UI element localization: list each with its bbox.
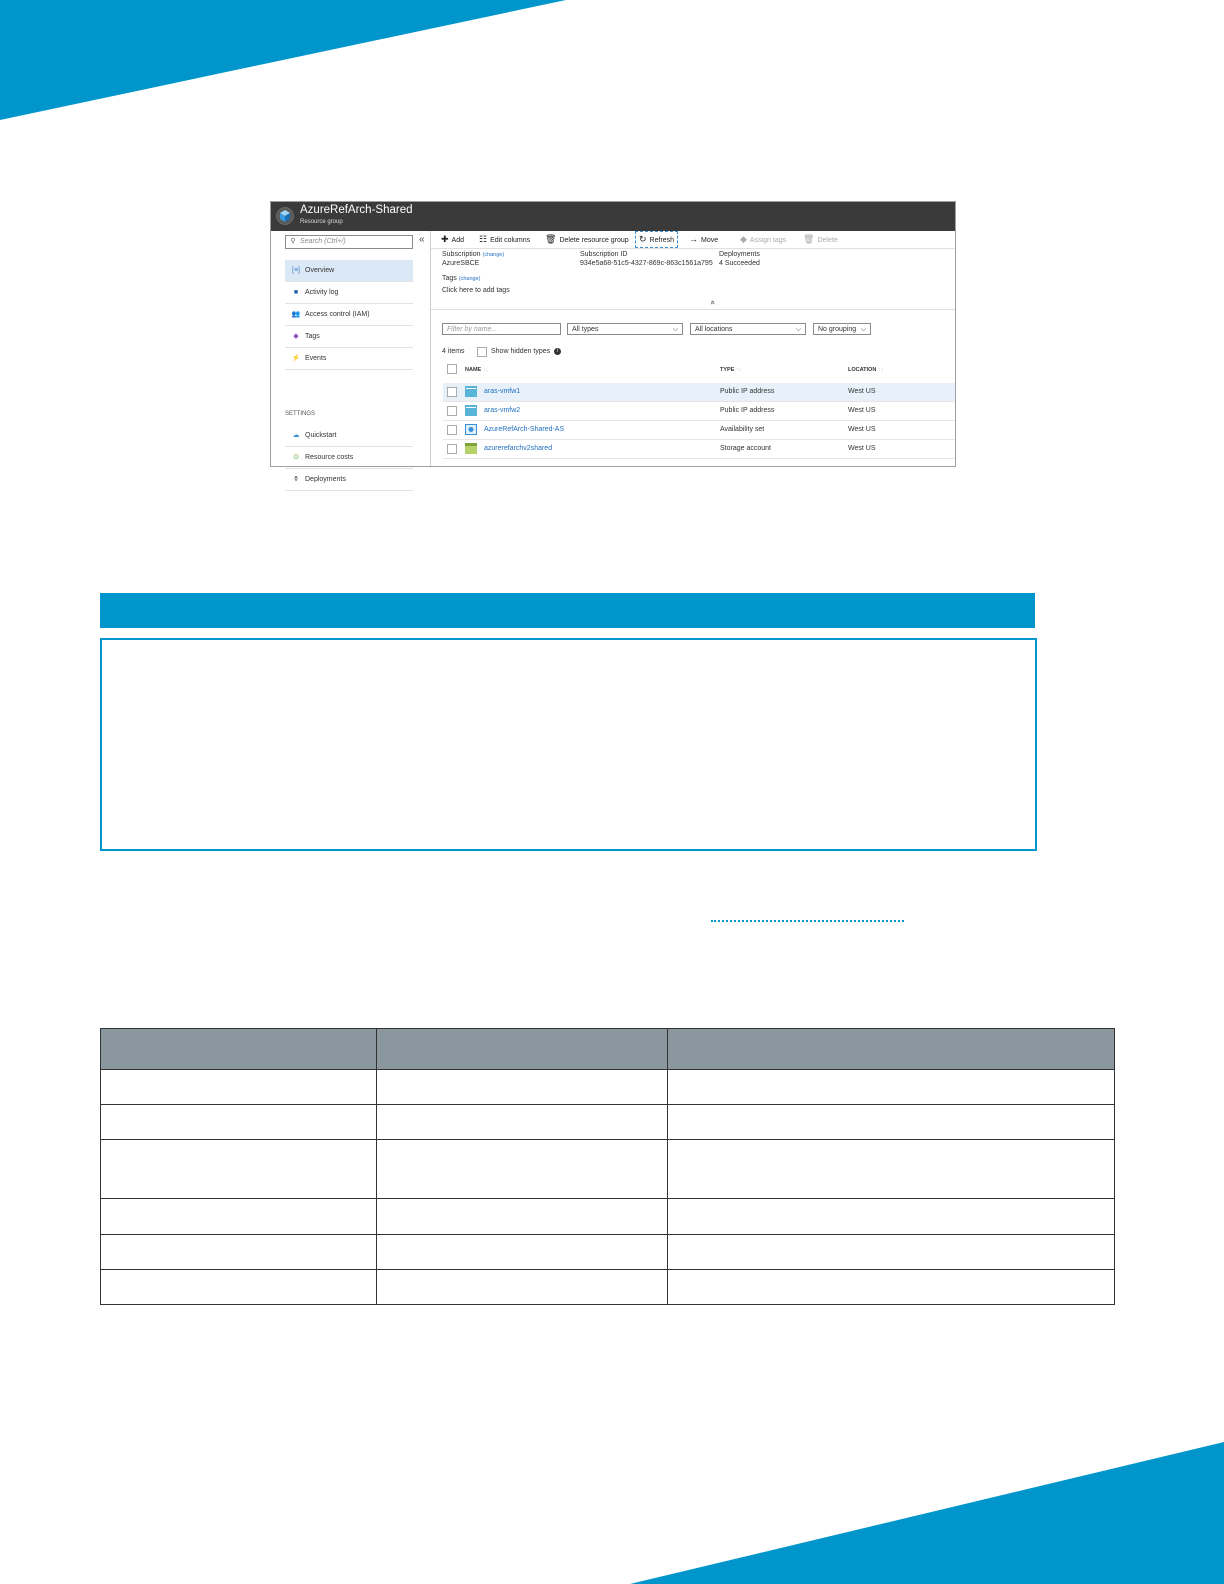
subscription-label (442, 251, 504, 258)
nav-item-deployments[interactable] (285, 469, 413, 491)
plus-icon: ✚ (441, 234, 449, 244)
resource-row[interactable] (443, 402, 955, 421)
types-dropdown-value: All types (572, 326, 599, 333)
nav-item-events[interactable] (285, 348, 413, 370)
column-header-location-text: LOCATION (848, 367, 877, 373)
add-tags-link[interactable]: Click here to add tags (442, 287, 510, 294)
tag-icon: ◆ (740, 234, 747, 244)
iam-icon: 👥 (291, 311, 301, 318)
subscription-value[interactable]: AzureSBCE (442, 260, 480, 267)
add-label: Add (451, 237, 465, 244)
table-row (101, 1105, 1115, 1140)
delete-label: Delete (817, 237, 838, 244)
columns-icon: ☷ (479, 234, 488, 244)
locations-dropdown[interactable] (690, 323, 806, 335)
search-icon: ⚲ (290, 238, 296, 245)
show-hidden-types-label: Show hidden types (491, 348, 551, 355)
table-cell (101, 1235, 377, 1270)
table-cell (377, 1140, 668, 1199)
tags-label-text: Tags (442, 275, 457, 282)
refresh-button[interactable] (635, 231, 678, 248)
resource-group-title-bar (271, 202, 955, 231)
edit-columns-label: Edit columns (490, 237, 531, 244)
nav-item-label: Access control (IAM) (305, 311, 370, 318)
resource-row[interactable] (443, 421, 955, 440)
table-header-cell (668, 1029, 1115, 1070)
resource-row[interactable] (443, 383, 955, 402)
tags-label (442, 275, 480, 282)
table-header-cell (101, 1029, 377, 1070)
refresh-icon: ↻ (639, 234, 647, 244)
move-button[interactable] (689, 231, 718, 248)
grouping-dropdown-value: No grouping (818, 326, 857, 333)
availability-set-icon (465, 424, 477, 435)
table-cell (377, 1070, 668, 1105)
nav-item-tags[interactable] (285, 326, 413, 348)
table-header-cell (377, 1029, 668, 1070)
column-header-name-text: NAME (465, 367, 482, 373)
nav-item-label: Overview (305, 267, 335, 274)
resource-menu (271, 231, 431, 483)
refresh-label: Refresh (649, 237, 675, 244)
table-row (101, 1235, 1115, 1270)
nav-item-activity-log[interactable] (285, 282, 413, 304)
table-cell (668, 1199, 1115, 1235)
nav-item-label: Tags (305, 333, 320, 340)
azure-resource-group-screenshot (270, 201, 956, 483)
resource-location: West US (848, 407, 876, 414)
delete-resource-group-button[interactable] (545, 231, 629, 248)
table-cell (668, 1140, 1115, 1199)
change-tags-link[interactable]: (change) (458, 276, 481, 282)
sort-icon: ↑↓ (482, 367, 489, 373)
table-row (101, 1270, 1115, 1305)
locations-dropdown-value: All locations (695, 326, 733, 333)
trash-icon: 🗑 (803, 234, 815, 244)
column-header-location (848, 367, 883, 373)
arrow-right-icon: → (689, 234, 698, 244)
table-header-row (101, 1029, 1115, 1070)
resource-location: West US (848, 388, 876, 395)
table-cell (101, 1140, 377, 1199)
essentials-divider (431, 309, 955, 310)
table-cell (668, 1105, 1115, 1140)
grouping-dropdown[interactable] (813, 323, 871, 335)
subscription-label-text: Subscription (442, 251, 481, 258)
resource-group-subtitle: Resource group (300, 219, 343, 225)
chevron-down-icon: ⌵ (672, 326, 678, 333)
activity-log-icon: ■ (293, 289, 299, 296)
assign-tags-button[interactable] (740, 231, 786, 248)
resource-name-link[interactable]: aras-vmfw1 (484, 388, 521, 395)
types-dropdown[interactable] (567, 323, 683, 335)
collapse-essentials-icon[interactable]: « (708, 300, 718, 305)
table-row (101, 1140, 1115, 1199)
row-checkbox[interactable] (447, 387, 457, 397)
tag-icon: ◆ (293, 333, 299, 340)
table-cell (668, 1235, 1115, 1270)
table-row (101, 1199, 1115, 1235)
table-cell (668, 1070, 1115, 1105)
resource-group-cube-icon (276, 207, 294, 225)
nav-item-access-control[interactable] (285, 304, 413, 326)
nav-item-label: Deployments (305, 476, 346, 483)
item-count: 4 items (442, 348, 465, 355)
table-cell (101, 1070, 377, 1105)
resource-type: Storage account (720, 445, 771, 452)
edit-columns-button[interactable] (479, 231, 530, 248)
resource-type: Public IP address (720, 388, 775, 395)
deployments-icon: ⚱ (293, 476, 299, 483)
resource-row[interactable] (443, 440, 955, 459)
table-cell (101, 1270, 377, 1305)
resource-group-title: AzureRefArch-Shared (300, 204, 413, 216)
chevron-down-icon: ⌵ (860, 326, 866, 333)
table-cell (101, 1199, 377, 1235)
settings-section-heading: SETTINGS (285, 411, 316, 417)
overview-icon: [≡] (292, 267, 300, 274)
menu-search-input[interactable] (285, 235, 413, 249)
storage-account-icon (465, 443, 477, 454)
resource-name-link[interactable]: AzureRefArch-Shared-AS (484, 426, 565, 433)
resource-location: West US (848, 426, 876, 433)
sort-icon: ↑↓ (735, 367, 742, 373)
dotted-link-underline[interactable] (711, 920, 904, 922)
resource-location: West US (848, 445, 876, 452)
table-cell (377, 1199, 668, 1235)
table-cell (377, 1235, 668, 1270)
table-row (101, 1070, 1115, 1105)
info-icon[interactable]: i (554, 348, 561, 355)
resource-name-link[interactable]: azurerefarchv2shared (484, 445, 553, 452)
nav-item-label: Quickstart (305, 432, 337, 439)
collapse-menu-button[interactable]: « (419, 234, 425, 245)
deployments-label: Deployments (719, 251, 760, 258)
chevron-down-icon: ⌵ (795, 326, 801, 333)
table-cell (668, 1270, 1115, 1305)
move-label: Move (701, 237, 719, 244)
table-cell (377, 1105, 668, 1140)
nav-item-label: Resource costs (305, 454, 354, 461)
filter-by-name-input[interactable]: Filter by name... (442, 323, 561, 335)
resource-type: Availability set (720, 426, 765, 433)
sort-icon: ↑↓ (877, 367, 884, 373)
search-placeholder: Search (Ctrl+/) (300, 238, 346, 245)
nav-item-resource-costs[interactable] (285, 447, 413, 469)
nav-item-overview[interactable] (285, 260, 413, 282)
deployments-value[interactable]: 4 Succeeded (719, 260, 760, 267)
resource-name-link[interactable]: aras-vmfw2 (484, 407, 521, 414)
row-checkbox[interactable] (447, 406, 457, 416)
table-cell (377, 1270, 668, 1305)
nav-item-quickstart[interactable] (285, 425, 413, 447)
nav-item-label: Events (305, 355, 327, 362)
column-header-name (465, 367, 488, 373)
select-all-checkbox[interactable] (447, 364, 457, 374)
row-checkbox[interactable] (447, 444, 457, 454)
callout-box (100, 638, 1037, 851)
add-button[interactable] (441, 231, 464, 248)
subscription-id-value: 934e5a68-51c5-4327-869c-863c1561a795 (580, 260, 713, 267)
lightning-icon: ⚡ (291, 355, 301, 362)
quickstart-icon: ☁ (292, 432, 300, 439)
show-hidden-types-checkbox[interactable] (477, 347, 487, 357)
nav-item-label: Activity log (305, 289, 339, 296)
public-ip-icon (465, 386, 477, 397)
data-table (100, 1028, 1115, 1305)
row-checkbox[interactable] (447, 425, 457, 435)
resource-type: Public IP address (720, 407, 775, 414)
delete-button[interactable] (803, 231, 838, 248)
column-header-type-text: TYPE (720, 367, 735, 373)
change-subscription-link[interactable]: (change) (482, 252, 505, 258)
callout-header-bar (100, 593, 1035, 628)
assign-tags-label: Assign tags (749, 237, 787, 244)
column-header-type (720, 367, 741, 373)
command-bar (431, 231, 955, 249)
public-ip-icon (465, 405, 477, 416)
table-cell (101, 1105, 377, 1140)
delete-resource-group-label: Delete resource group (559, 237, 629, 244)
trash-icon: 🗑 (545, 234, 557, 244)
resource-costs-icon: ⊙ (293, 454, 299, 461)
subscription-id-label: Subscription ID (580, 251, 628, 258)
